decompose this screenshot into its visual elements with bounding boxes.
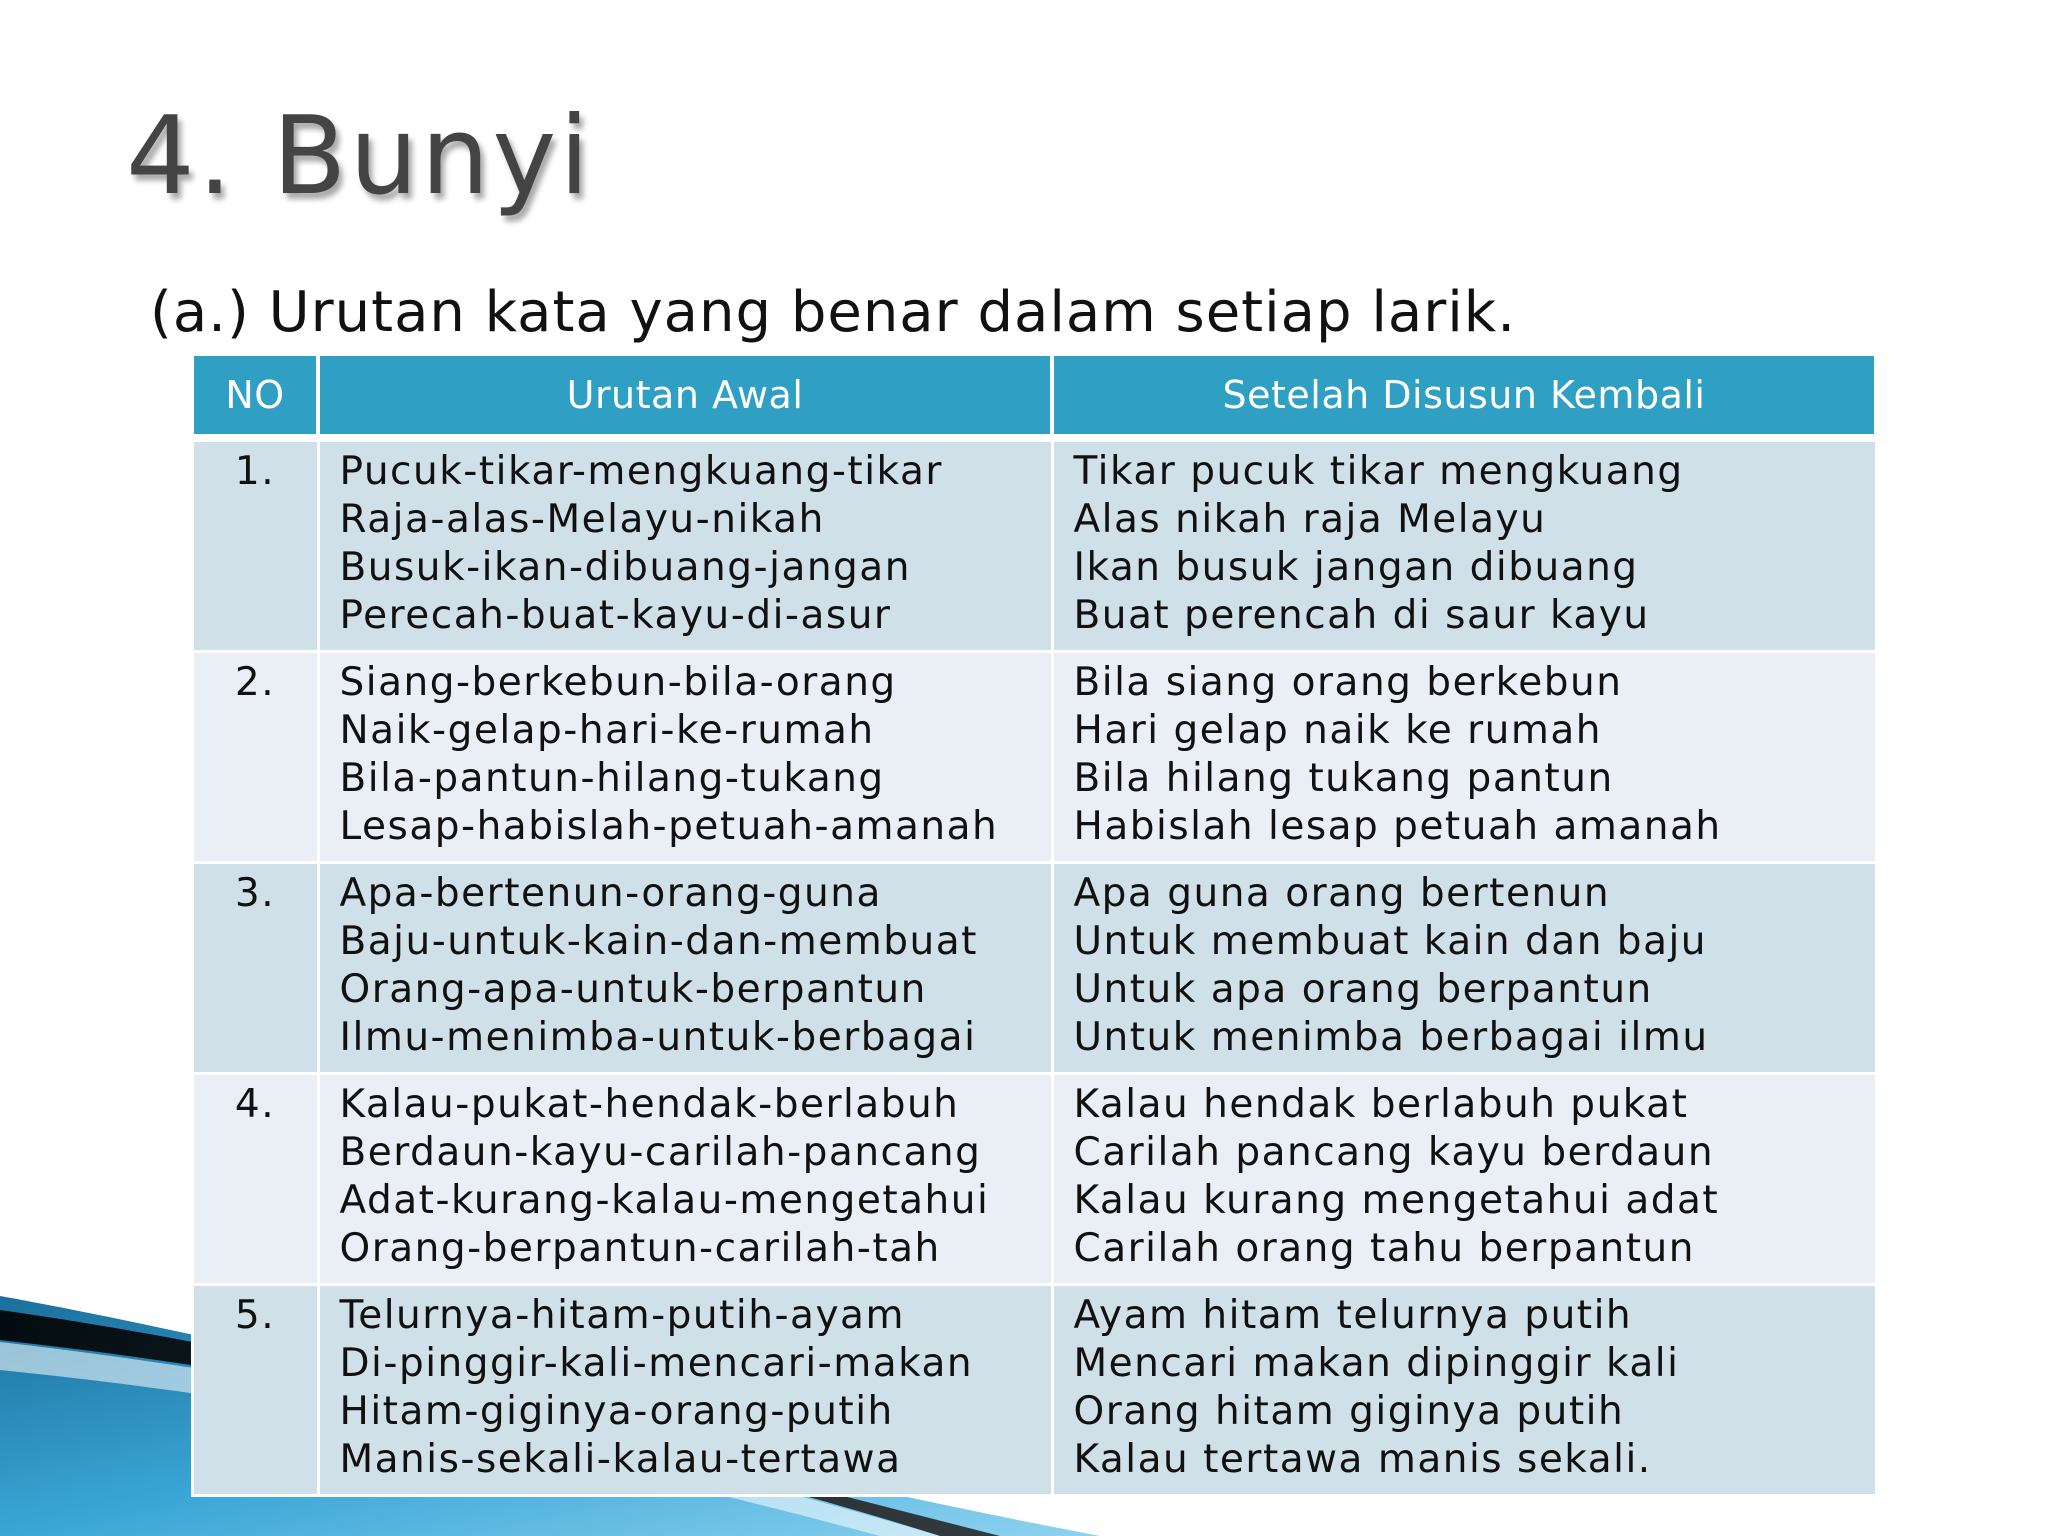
- slide-subtitle: (a.) Urutan kata yang benar dalam setiap larik.: [150, 280, 1517, 345]
- row-number: 3.: [192, 863, 318, 1074]
- urutan-awal-cell: Apa-bertenun-orang-guna Baju-untuk-kain-dan-membuat Orang-apa-untuk-berpantun Ilmu-menimba-untuk-berbagai: [318, 863, 1052, 1074]
- row-number: 4.: [192, 1074, 318, 1285]
- row-number: 1.: [192, 438, 318, 652]
- header-setelah-disusun: Setelah Disusun Kembali: [1052, 354, 1876, 438]
- setelah-disusun-cell: Bila siang orang berkebun Hari gelap naik ke rumah Bila hilang tukang pantun Habislah lesap petuah amanah: [1052, 652, 1876, 863]
- header-urutan-awal: Urutan Awal: [318, 354, 1052, 438]
- urutan-awal-cell: Siang-berkebun-bila-orang Naik-gelap-hari-ke-rumah Bila-pantun-hilang-tukang Lesap-habislah-petuah-amanah: [318, 652, 1052, 863]
- urutan-awal-cell: Pucuk-tikar-mengkuang-tikar Raja-alas-Melayu-nikah Busuk-ikan-dibuang-jangan Perecah-buat-kayu-di-asur: [318, 438, 1052, 652]
- urutan-awal-cell: Kalau-pukat-hendak-berlabuh Berdaun-kayu-carilah-pancang Adat-kurang-kalau-mengetahui Orang-berpantun-carilah-tah: [318, 1074, 1052, 1285]
- pantun-table-container: [190, 352, 1874, 1497]
- table-row: [192, 863, 1876, 1074]
- pantun-table: [190, 352, 1878, 1497]
- setelah-disusun-cell: Apa guna orang bertenun Untuk membuat kain dan baju Untuk apa orang berpantun Untuk menimba berbagai ilmu: [1052, 863, 1876, 1074]
- header-no: NO: [192, 354, 318, 438]
- table-row: [192, 1285, 1876, 1496]
- table-header-row: [192, 354, 1876, 438]
- row-number: 5.: [192, 1285, 318, 1496]
- urutan-awal-cell: Telurnya-hitam-putih-ayam Di-pinggir-kali-mencari-makan Hitam-giginya-orang-putih Manis-sekali-kalau-tertawa: [318, 1285, 1052, 1496]
- setelah-disusun-cell: Tikar pucuk tikar mengkuang Alas nikah raja Melayu Ikan busuk jangan dibuang Buat perencah di saur kayu: [1052, 438, 1876, 652]
- table-row: [192, 438, 1876, 652]
- row-number: 2.: [192, 652, 318, 863]
- table-row: [192, 652, 1876, 863]
- setelah-disusun-cell: Ayam hitam telurnya putih Mencari makan dipinggir kali Orang hitam giginya putih Kalau tertawa manis sekali.: [1052, 1285, 1876, 1496]
- setelah-disusun-cell: Kalau hendak berlabuh pukat Carilah pancang kayu berdaun Kalau kurang mengetahui adat Carilah orang tahu berpantun: [1052, 1074, 1876, 1285]
- table-row: [192, 1074, 1876, 1285]
- slide-title: 4. Bunyi: [126, 94, 593, 219]
